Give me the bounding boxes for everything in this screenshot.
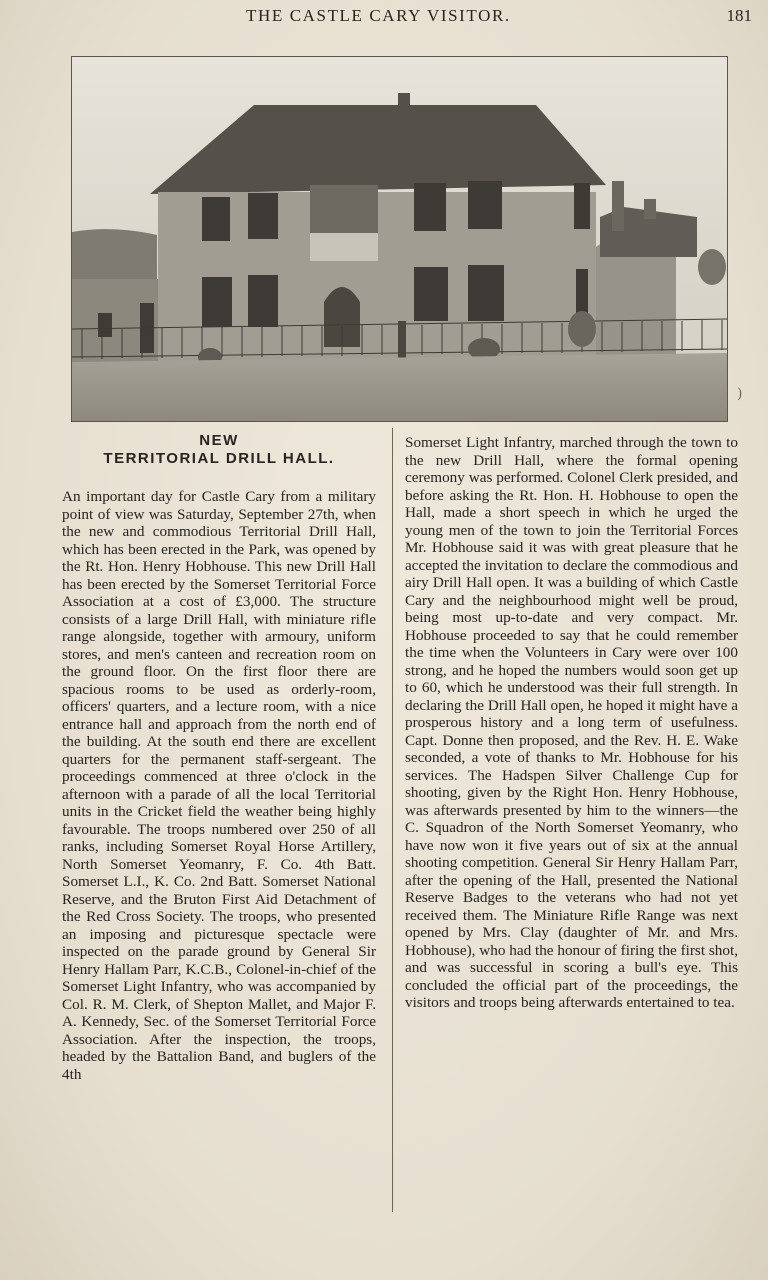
article-headline (62, 432, 376, 468)
page-number: 181 (726, 6, 752, 25)
drill-hall-building-illustration (72, 57, 727, 421)
headline-line-2: TERRITORIAL DRILL HALL. (103, 450, 335, 467)
left-column-text: An important day for Castle Cary from a military point of view was Saturday, September 27th, when the new and commodious Territorial Drill Hall, which has been erected in the Park, was opened by the Rt. Hon. Henry Hobhouse. This new Drill Hall has been erected by the Somerset Territorial Force Association at a cost of £3,000. The structure consists of a large Drill Hall, with miniature rifle range alongside, together with armoury, uniform stores, and men's canteen and recreation room on the ground floor. On the first floor there are spacious rooms to be used as orderly-room, officers' quarters, and a lecture room, with a nice entrance hall and approach from the north end of the building. At the south end there are excellent quarters for the permanent staff-sergeant. The proceedings commenced at three o'clock in the afternoon with a parade of all the local Territorial units in the Cricket field the weather being highly favourable. The troops numbered over 250 of all ranks, including Somerset Royal Horse Artillery, North Somerset Yeomanry, F. Co. 4th Batt. Somerset L.I., K. Co. 2nd Batt. Somerset National Reserve, and the Bruton First Aid Detachment of the Red Cross Society. The troops, who presented an imposing and picturesque spectacle were inspected on the parade ground by General Sir Henry Hallam Parr, K.C.B., Colonel-in-chief of the Somerset Light Infantry, who was accompanied by Col. R. M. Clerk, of Shepton Mallet, and Major F. A. Kennedy, Sec. of the Somerset Territorial Force Association. After the inspection, the troops, headed by the Battalion Band, and buglers of the 4th (62, 488, 376, 1083)
publication-title: THE CASTLE CARY VISITOR. (246, 6, 511, 25)
headline-line-1: NEW (199, 432, 239, 449)
column-divider (392, 428, 393, 1212)
right-column-text: Somerset Light Infantry, marched through the town to the new Drill Hall, where the formal opening ceremony was performed. Colonel Clerk presided, and before asking the Rt. Hon. H. Hobhouse to open the Hall, made a short speech in which he urged the young men of the town to join the Territorial Forces Mr. Hobhouse said it was with great pleasure that he accepted the invitation to declare the commodious and airy Drill Hall open. It was a building of which Castle Cary and the neighbourhood might well be proud, being most up-to-date and very compact. Mr. Hobhouse proceeded to say that he could remember the time when the Volunteers in Cary were over 100 strong, and he hoped the numbers would soon get up to 60, which he understood was their full strength. In declaring the Drill Hall open, he hoped it might have a prosperous history and a long term of usefulness. Capt. Donne then proposed, and the Rev. H. E. Wake seconded, a vote of thanks to Mr. Hobhouse for his services. The Hadspen Silver Challenge Cup for shooting, given by the Right Hon. Henry Hobhouse, was afterwards presented by him to the winners—the C. Squadron of the North Somerset Yeomanry, who have now won it five years out of six at the annual shooting competition. General Sir Henry Hallam Parr, after the opening of the Hall, presented the National Reserve Badges to the veterans who had not yet received them. The Miniature Rifle Range was next opened by Mrs. Clay (daughter of Mr. and Mrs. Hobhouse), who had the honour of firing the first shot, and was successful in scoring a bull's eye. This concluded the official part of the proceedings, the visitors and troops being afterwards entertained to tea. (405, 434, 738, 1011)
running-header (0, 6, 768, 30)
article-left-column (62, 488, 376, 1083)
drill-hall-photograph (71, 56, 728, 422)
page-edge-mark: ) (737, 386, 743, 402)
article-right-column (405, 434, 738, 1012)
